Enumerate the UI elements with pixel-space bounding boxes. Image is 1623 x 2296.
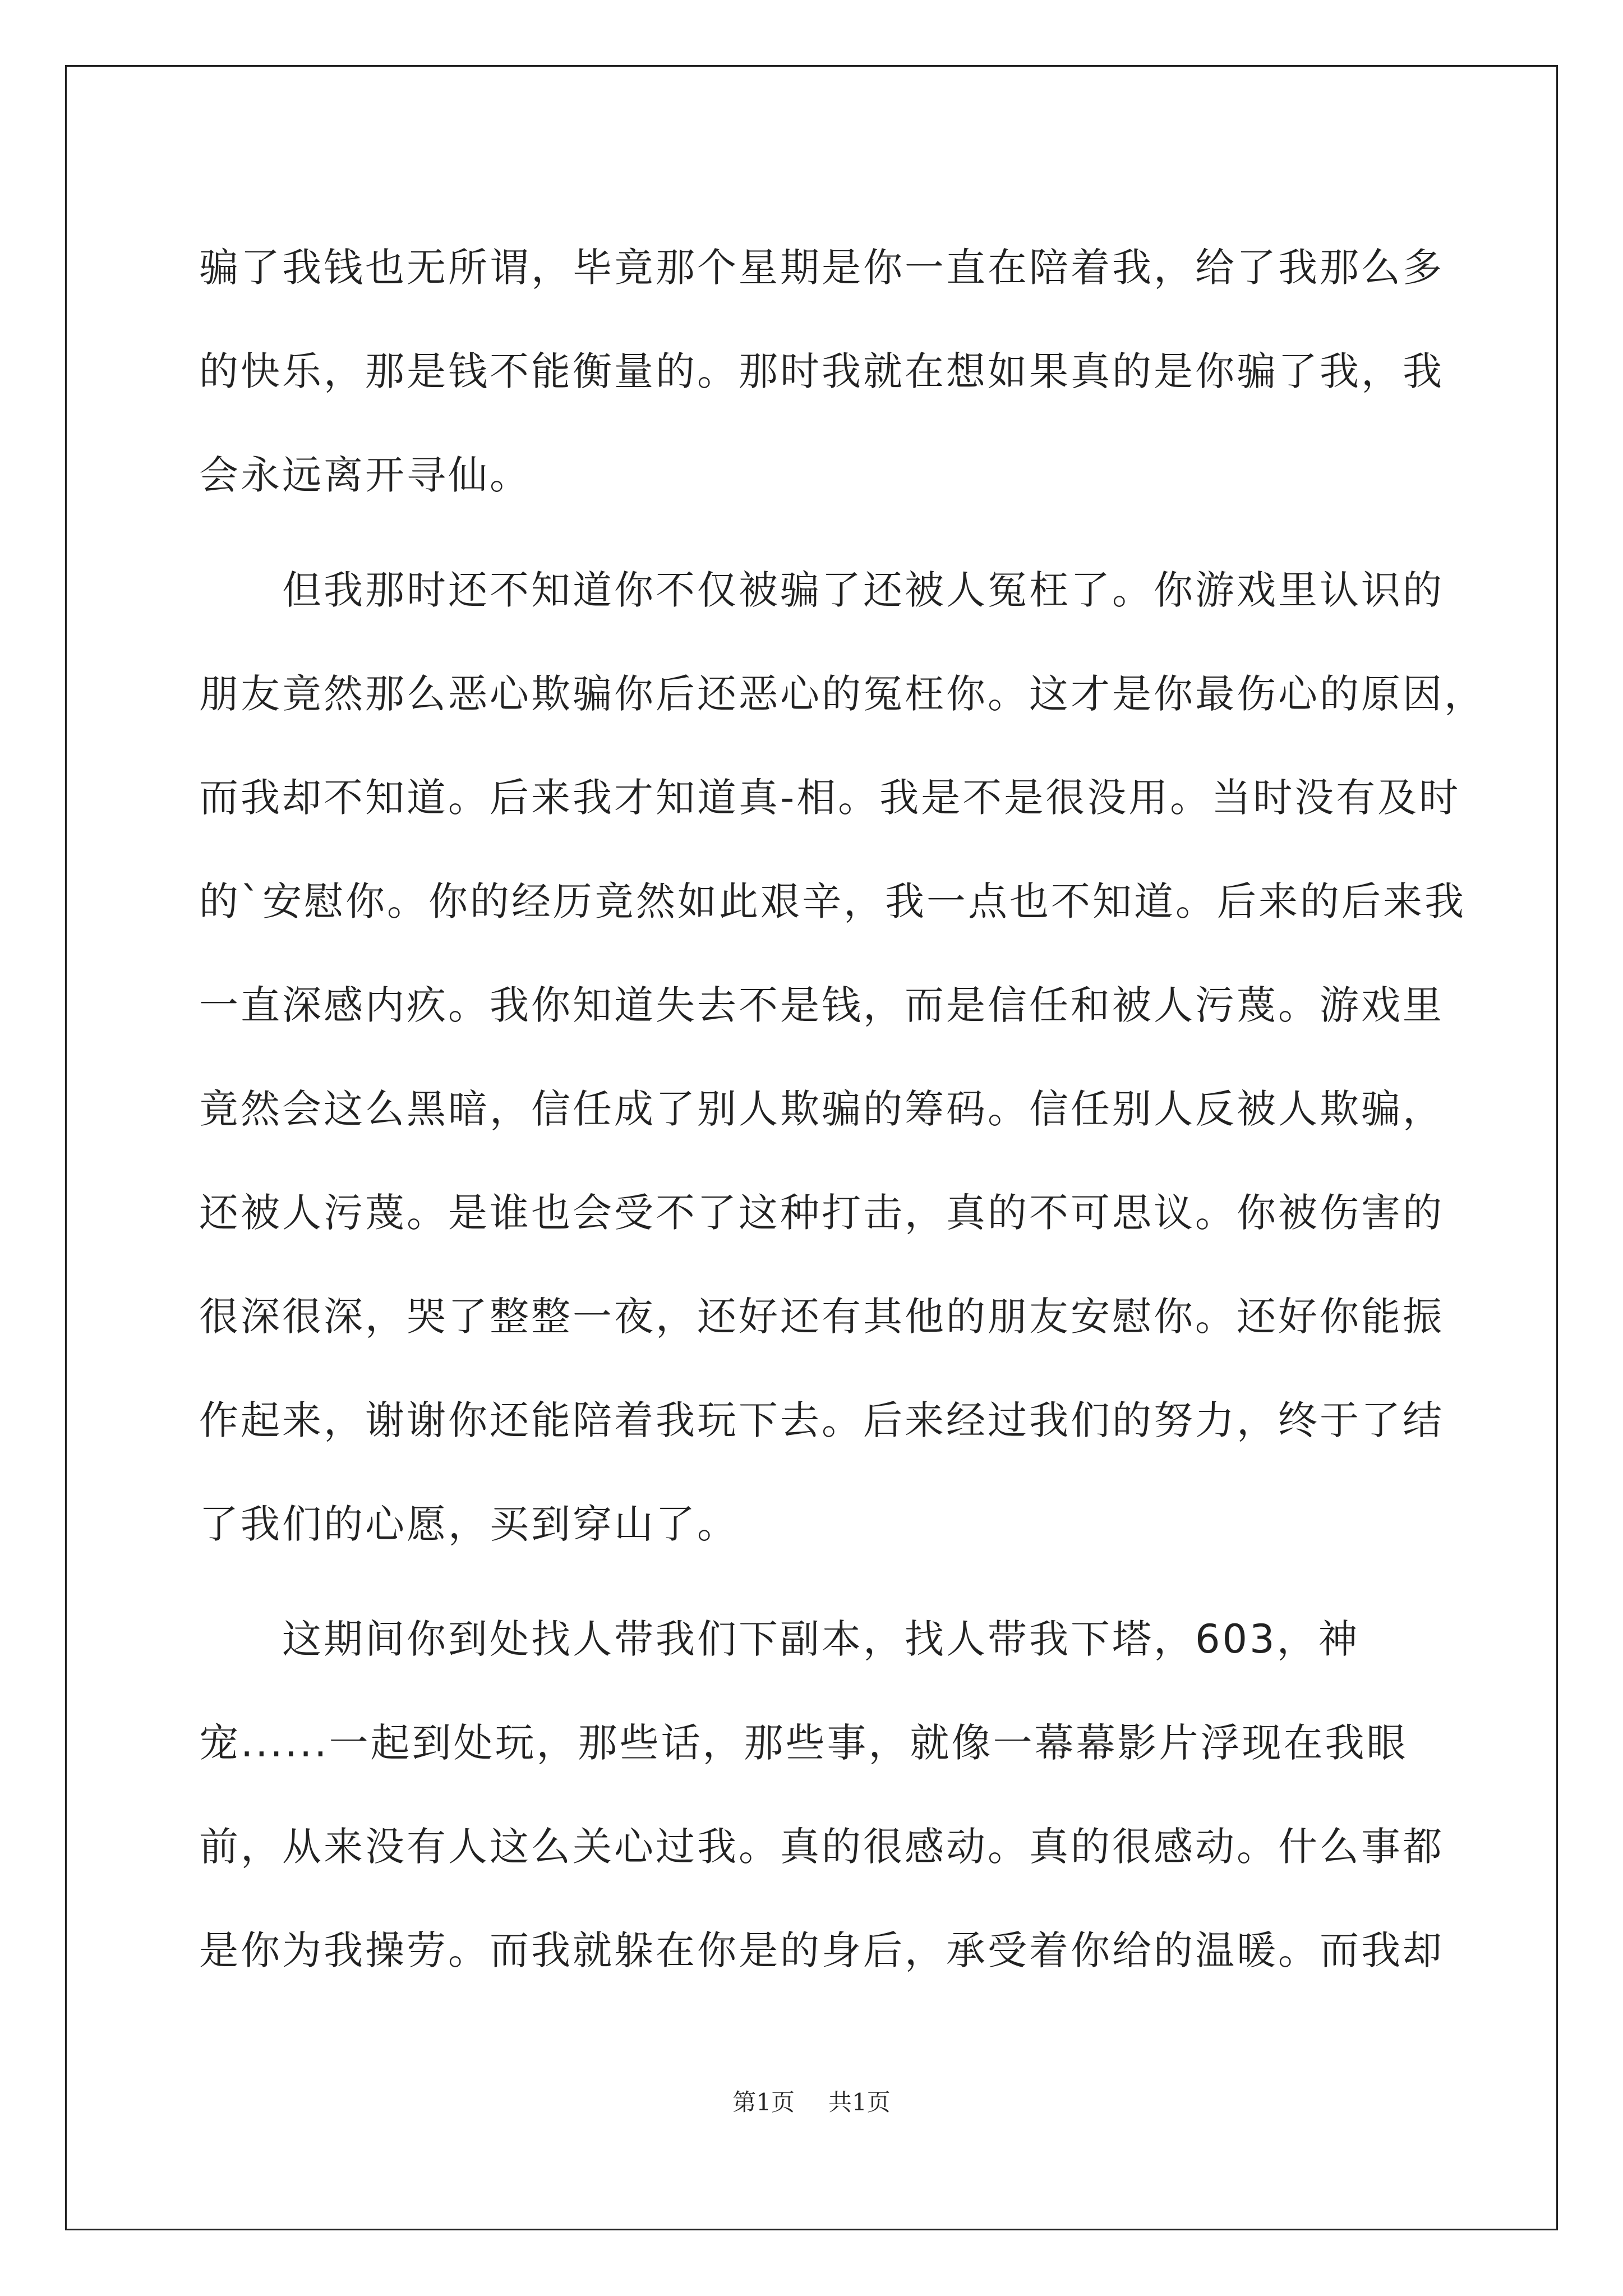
text-line: 竟然会这么黑暗，信任成了别人欺骗的筹码。信任别人反被人欺骗，	[199, 1086, 1444, 1132]
paragraph-gap	[199, 1576, 1433, 1588]
text-line: 但我那时还不知道你不仅被骗了还被人冤枉了。你游戏里认识的	[199, 567, 1444, 613]
text-line: 骗了我钱也无所谓，毕竟那个星期是你一直在陪着我，给了我那么多	[199, 245, 1444, 291]
text-line: 的`安慰你。你的经历竟然如此艰辛，我一点也不知道。后来的后来我	[199, 878, 1466, 924]
paragraph-gap	[199, 527, 1433, 539]
text-line: 这期间你到处找人带我们下副本，找人带我下塔，603，神	[199, 1616, 1360, 1662]
text-line: 很深很深，哭了整整一夜，还好还有其他的朋友安慰你。还好你能振	[199, 1294, 1444, 1340]
document-body	[199, 216, 1486, 2003]
text-line: 朋友竟然那么恶心欺骗你后还恶心的冤枉你。这才是你最伤心的原因，	[199, 671, 1486, 717]
page-number: 第1页	[732, 2088, 795, 2116]
text-line: 前，从来没有人这么关心过我。真的很感动。真的很感动。什么事都	[199, 1824, 1444, 1870]
text-line: 一直深感内疚。我你知道失去不是钱，而是信任和被人污蔑。游戏里	[199, 982, 1444, 1028]
text-line: 作起来，谢谢你还能陪着我玩下去。后来经过我们的努力，终于了结	[199, 1397, 1444, 1443]
text-line: 了我们的心愿，买到穿山了。	[199, 1501, 739, 1547]
text-line: 而我却不知道。后来我才知道真-相。我是不是很没用。当时没有及时	[199, 775, 1461, 821]
text-line: 宠......一起到处玩，那些话，那些事，就像一幕幕影片浮现在我眼	[199, 1720, 1408, 1766]
text-line: 还被人污蔑。是谁也会受不了这种打击，真的不可思议。你被伤害的	[199, 1190, 1444, 1236]
text-line: 是你为我操劳。而我就躲在你是的身后，承受着你给的温暖。而我却	[199, 1927, 1444, 1973]
page-total: 共1页	[828, 2088, 891, 2116]
text-line: 的快乐，那是钱不能衡量的。那时我就在想如果真的是你骗了我，我	[199, 348, 1444, 394]
text-line: 会永远离开寻仙。	[199, 452, 531, 498]
page-footer	[0, 2086, 1623, 2119]
